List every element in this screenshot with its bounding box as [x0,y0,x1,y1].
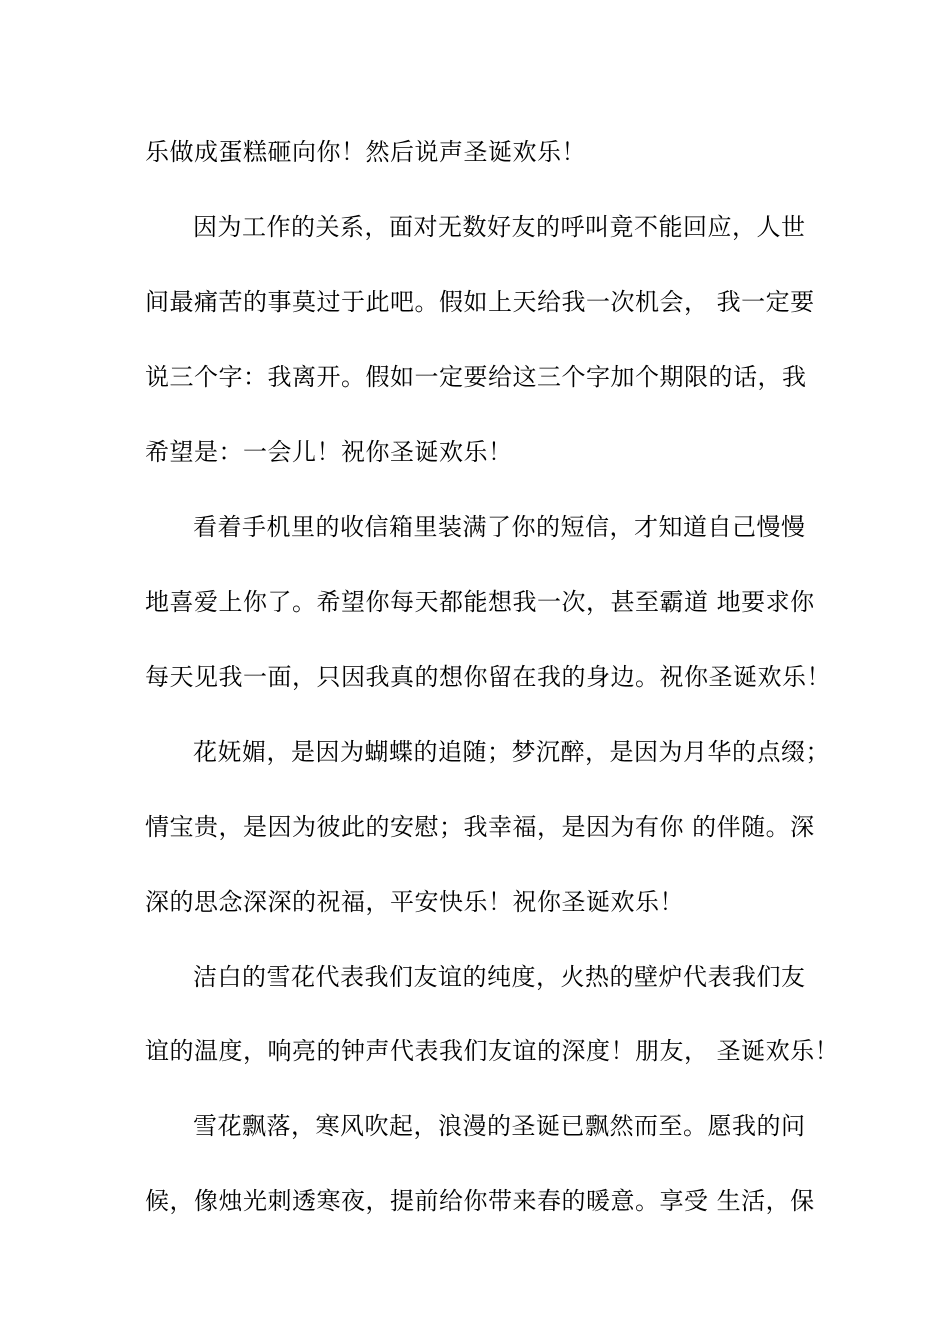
text-line: 地喜爱上你了。希望你每天都能想我一次，甚至霸道 地要求你 [145,588,815,616]
text-line: 乐做成蛋糕砸向你！然后说声圣诞欢乐！ [145,138,586,166]
text-line: 间最痛苦的事莫过于此吧。假如上天给我一次机会， 我一定要 [145,288,815,316]
text-line: 谊的温度，响亮的钟声代表我们友谊的深度！朋友， 圣诞欢乐！ [145,1037,840,1065]
text-line: 情宝贵，是因为彼此的安慰；我幸福，是因为有你 的伴随。深 [145,813,815,841]
paragraph-start-line: 洁白的雪花代表我们友谊的纯度，火热的壁炉代表我们友 [193,963,806,991]
text-line: 每天见我一面，只因我真的想你留在我的身边。祝你圣诞欢乐！ [145,663,831,691]
text-line: 说三个字：我离开。假如一定要给这三个字加个期限的话，我 [145,363,807,391]
paragraph-start-line: 看着手机里的收信箱里装满了你的短信，才知道自己慢慢 [193,513,806,541]
paragraph-start-line: 因为工作的关系，面对无数好友的呼叫竟不能回应，人世 [193,213,806,241]
paragraph-start-line: 花妩媚，是因为蝴蝶的追随；梦沉醉，是因为月华的点缀； [193,738,830,766]
paragraph-start-line: 雪花飘落，寒风吹起，浪漫的圣诞已飘然而至。愿我的问 [193,1112,806,1140]
text-line: 希望是：一会儿！祝你圣诞欢乐！ [145,438,513,466]
text-line: 深的思念深深的祝福，平安快乐！祝你圣诞欢乐！ [145,888,684,916]
text-line: 候，像烛光刺透寒夜，提前给你带来春的暖意。享受 生活，保 [145,1187,815,1215]
